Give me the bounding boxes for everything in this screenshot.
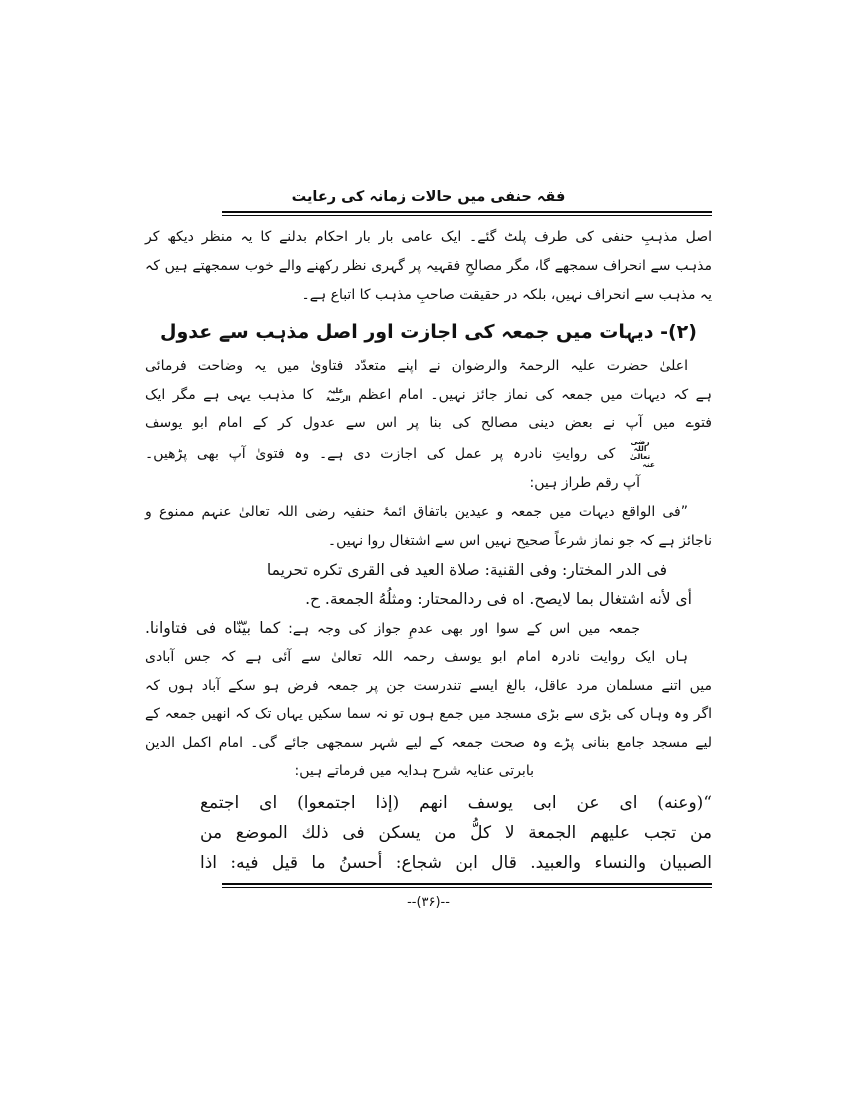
- page-content: [145, 186, 712, 913]
- header-double-rule: [222, 211, 712, 216]
- riwayat-line-2: میں اتنے مسلمان مرد عاقل، بالغ ایسے تندرست جن پر جمعہ فرض ہو سکے آباد ہوں کہ: [145, 677, 712, 694]
- intro-line-1: اصل مذہبِ حنفی کی طرف پلٹ گئے۔ ایک عامی بار بار احکام بدلنے کا یہ منظر دیکھ کر: [145, 229, 712, 245]
- mixed-urdu-arabic-line: [145, 614, 712, 643]
- page-number: --(۳۶)--: [407, 894, 450, 910]
- inayah-line-1: “(وعنه) اى عن ابى يوسف انهم (إذا اجتمعوا) اى اجتمع: [200, 792, 712, 813]
- fatwa-line-4-text: کی روایتِ نادرہ پر عمل کی اجازت دی ہے۔ وہ فتویٰ آپ بھی پڑھیں۔: [145, 445, 616, 462]
- durr-mukhtar-quote: [145, 556, 712, 614]
- section-heading: (۲)- دیہات میں جمعہ کی اجازت اور اصل مذہب سے عدول: [160, 321, 697, 343]
- urdu-quote-paragraph: [145, 498, 712, 556]
- riwayat-line-1: ہاں ایک روایت نادرہ امام ابو یوسف رحمہ اللہ تعالیٰ سے آئی ہے کہ جس آبادی: [145, 649, 688, 665]
- urdu-quote-line-2: ناجائز ہے کہ جو نماز شرعاً صحیح نہیں اس سے اشتغال روا نہیں۔: [327, 533, 712, 549]
- riwayat-line-3: اگر وہ وہاں کی بڑی سے بڑی مسجد میں جمع ہوں تو نہ سما سکیں یہاں تک کہ انھیں جمعہ کے: [145, 706, 712, 722]
- raqam-taraz-line: آپ رقم طراز ہیں:: [529, 475, 640, 491]
- riwayat-line-5: بابرتی عنایہ شرح ہدایہ میں فرماتے ہیں:: [294, 763, 534, 779]
- riwayat-line-4: لیے مسجد جامع بنانی پڑے وہ صحت جمعہ کے لیے شہر سمجھی جائے گی۔ امام اکمل الدین: [145, 734, 712, 751]
- intro-line-2: مذہب سے انحراف سمجھے گا، مگر مصالحِ فقہیہ پر گہری نظر رکھنے والے خوب سمجھتے ہیں کہ: [145, 258, 712, 274]
- fatwa-intro-paragraph: [145, 352, 712, 469]
- intro-line-3: یہ مذہب سے انحراف نہیں، بلکہ در حقیقت صاحبِ مذہب کا اتباع ہے۔: [301, 287, 712, 303]
- riwayat-paragraph: [145, 643, 712, 786]
- urdu-quote-line-1: ”فی الواقع دیہات میں جمعہ و عیدین باتفاق ائمۂ حنفیہ رضی اللہ تعالیٰ عنہم ممنوع و: [145, 504, 688, 520]
- alayhir-rahmah-seal: علیہ الرحمۃ: [325, 385, 351, 403]
- fatwa-line-3: فتوے میں آپ نے بعض دینی مصالح کی بنا پر اس سے عدول کر کے امام ابو یوسف: [145, 415, 712, 431]
- mixed-line-arabic: كما بيّنّاه فى فتاوانا.: [145, 619, 281, 637]
- durr-line-1: فى الدر المختار: وفى القنية: صلاة العيد فى القرى تكره تحريما: [266, 561, 667, 579]
- inayah-line-3: الصبيان والنساء والعبيد. قال ابن شجاع: أحسنُ ما قيل فيه: اذا: [200, 852, 712, 873]
- fatwa-line-2-text: ہے کہ دیہات میں جمعہ کی نماز جائز نہیں۔ امام اعظم: [358, 386, 713, 403]
- inayah-line-2: من تجب عليهم الجمعة لا كلُّ من يسكن فى ذلك الموضع من: [200, 822, 712, 843]
- mixed-line-urdu: جمعہ میں اس کے سوا اور بھی عدمِ جواز کی وجہ ہے:: [288, 621, 640, 637]
- fatwa-line-2: [145, 381, 712, 410]
- radi-allahu-anhu-seal: رضی اللہ تعالیٰ عنہ: [629, 436, 656, 470]
- durr-line-2: أى لأنه اشتغال بما لايصح. اه فى ردالمحتار: ومثلُهُ الجمعة. ح.: [305, 590, 692, 608]
- fatwa-line-2-text-after: کا مذہب یہی ہے مگر ایک: [145, 386, 314, 403]
- running-header-title: فقہ حنفی میں حالات زمانہ کی رعایت: [291, 189, 566, 205]
- footer-double-rule: [222, 883, 712, 888]
- intro-paragraph: [145, 223, 712, 310]
- fatwa-line-1: اعلیٰ حضرت علیہ الرحمۃ والرضوان نے اپنے متعدّد فتاویٰ میں یہ وضاحت فرمائی: [145, 358, 688, 374]
- fatwa-line-4: [145, 438, 712, 470]
- inayah-arabic-quote: [145, 788, 712, 878]
